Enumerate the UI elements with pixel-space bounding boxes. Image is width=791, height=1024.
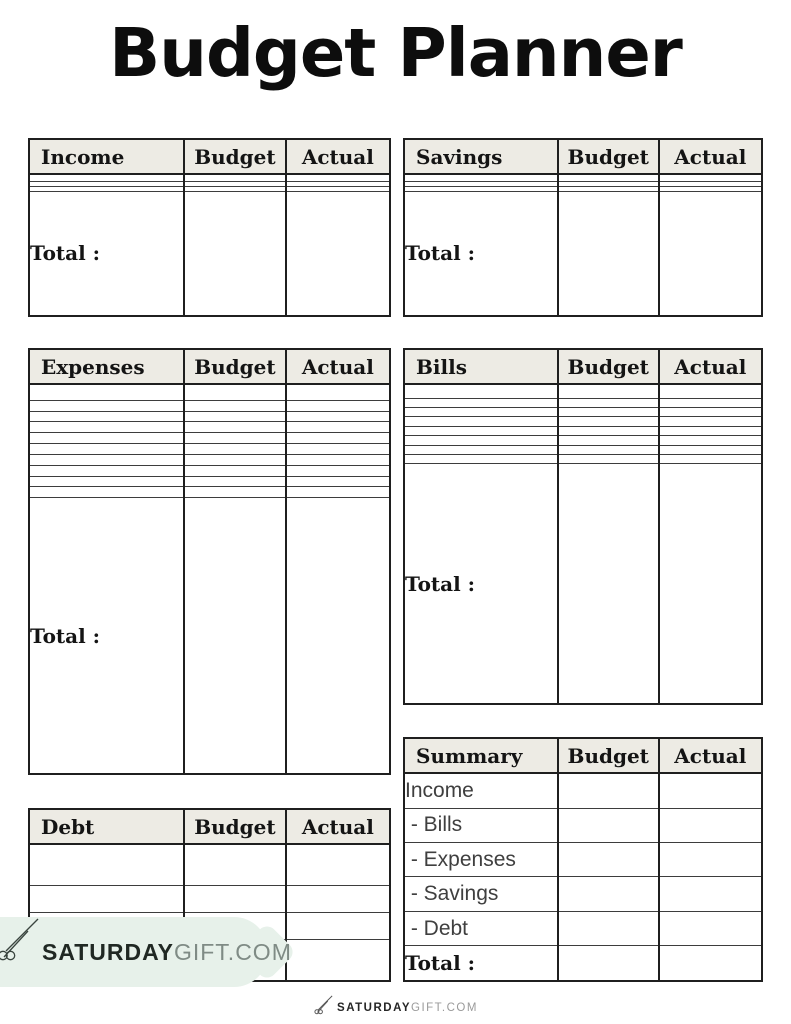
- value-cell: [286, 487, 390, 498]
- table-row: [29, 487, 390, 498]
- savings-table-container: [403, 138, 763, 317]
- footer-logo: [0, 995, 791, 1020]
- header-cell: Budget: [184, 139, 286, 174]
- value-cell: [286, 465, 390, 476]
- row-label-cell: [404, 455, 558, 464]
- summary-table-container: [403, 737, 763, 982]
- value-cell: [659, 843, 762, 877]
- value-cell: [558, 455, 659, 464]
- value-cell: [558, 877, 659, 911]
- row-label-cell: [29, 400, 184, 411]
- table-row: [404, 773, 762, 808]
- row-label-cell: [29, 174, 184, 181]
- table-row: [404, 877, 762, 911]
- header-cell: Income: [29, 139, 184, 174]
- value-cell: [286, 400, 390, 411]
- footer-text: [337, 1002, 478, 1014]
- value-cell: [659, 174, 762, 181]
- table-row: [404, 426, 762, 435]
- row-label-cell: [404, 384, 558, 398]
- scissors-icon: [313, 995, 333, 1020]
- footer-text-bold: SATURDAY: [337, 1001, 412, 1014]
- saturdaygift-watermark-badge: [0, 917, 292, 987]
- total-row: [29, 191, 390, 316]
- header-cell: Budget: [558, 349, 659, 384]
- watermark-text-bold: SATURDAY: [42, 938, 174, 965]
- value-cell: [659, 417, 762, 426]
- row-label-cell: [404, 417, 558, 426]
- total-label-cell: Total :: [404, 464, 558, 704]
- value-cell: [659, 808, 762, 842]
- table-row: [29, 844, 390, 885]
- row-label-cell: [29, 411, 184, 422]
- header-row: [404, 738, 762, 773]
- value-cell: [184, 844, 286, 885]
- header-row: [29, 349, 390, 384]
- value-cell: [286, 844, 390, 885]
- value-cell: [659, 384, 762, 398]
- header-cell: Budget: [184, 349, 286, 384]
- value-cell: [184, 465, 286, 476]
- value-cell: [659, 191, 762, 316]
- row-label-cell: [404, 398, 558, 407]
- value-cell: [184, 411, 286, 422]
- table-row: [29, 400, 390, 411]
- value-cell: [184, 191, 286, 316]
- row-label-cell: - Expenses: [404, 843, 558, 877]
- scissors-icon: [0, 917, 40, 968]
- value-cell: [286, 444, 390, 455]
- row-label-cell: [29, 422, 184, 433]
- header-cell: Actual: [286, 349, 390, 384]
- page-title: Budget Planner: [109, 14, 682, 92]
- header-row: [29, 139, 390, 174]
- row-label-cell: [404, 436, 558, 445]
- table-row: [29, 885, 390, 912]
- header-cell: Budget: [558, 738, 659, 773]
- table-row: [29, 433, 390, 444]
- value-cell: [184, 498, 286, 774]
- table-row: [29, 454, 390, 465]
- value-cell: [558, 408, 659, 417]
- value-cell: [659, 877, 762, 911]
- value-cell: [659, 946, 762, 981]
- row-label-cell: [404, 174, 558, 181]
- value-cell: [558, 436, 659, 445]
- value-cell: [184, 422, 286, 433]
- value-cell: [558, 191, 659, 316]
- table-row: [29, 465, 390, 476]
- table-row: [404, 408, 762, 417]
- table-row: [29, 174, 390, 181]
- row-label-cell: [29, 384, 184, 400]
- header-cell: Budget: [558, 139, 659, 174]
- total-row: [29, 498, 390, 774]
- table-row: [29, 411, 390, 422]
- value-cell: [558, 808, 659, 842]
- value-cell: [184, 384, 286, 400]
- total-row: [404, 464, 762, 704]
- value-cell: [659, 773, 762, 808]
- value-cell: [184, 487, 286, 498]
- row-label-cell: [29, 476, 184, 487]
- table-row: [29, 384, 390, 400]
- value-cell: [558, 464, 659, 704]
- table-row: [404, 843, 762, 877]
- table-row: [404, 911, 762, 945]
- row-label-cell: [404, 408, 558, 417]
- value-cell: [558, 426, 659, 435]
- table-row: [404, 455, 762, 464]
- total-label-cell: Total :: [404, 191, 558, 316]
- row-label-cell: [29, 433, 184, 444]
- value-cell: [558, 417, 659, 426]
- row-label-cell: - Savings: [404, 877, 558, 911]
- value-cell: [659, 911, 762, 945]
- value-cell: [659, 408, 762, 417]
- total-row: [404, 191, 762, 316]
- income-table-container: [28, 138, 391, 317]
- table-row: [404, 384, 762, 398]
- table-row: [404, 417, 762, 426]
- expenses-table-container: [28, 348, 391, 775]
- row-label-cell: [29, 465, 184, 476]
- value-cell: [659, 445, 762, 454]
- header-row: [404, 139, 762, 174]
- row-label-cell: [29, 844, 184, 885]
- table-row: [404, 174, 762, 181]
- value-cell: [558, 174, 659, 181]
- table-row: [404, 445, 762, 454]
- value-cell: [558, 445, 659, 454]
- header-cell: Bills: [404, 349, 558, 384]
- value-cell: [659, 398, 762, 407]
- value-cell: [558, 398, 659, 407]
- header-cell: Actual: [659, 349, 762, 384]
- value-cell: [286, 433, 390, 444]
- expenses-table: [28, 348, 391, 775]
- value-cell: [286, 476, 390, 487]
- header-row: [29, 809, 390, 844]
- total-label-cell: Total :: [404, 946, 558, 981]
- value-cell: [659, 464, 762, 704]
- value-cell: [659, 455, 762, 464]
- header-cell: Actual: [659, 738, 762, 773]
- income-table: [28, 138, 391, 317]
- footer-text-light: GIFT.COM: [411, 1001, 478, 1014]
- table-row: [404, 436, 762, 445]
- total-label-cell: Total :: [29, 498, 184, 774]
- value-cell: [558, 911, 659, 945]
- value-cell: [184, 400, 286, 411]
- value-cell: [184, 433, 286, 444]
- watermark-text: [42, 939, 292, 966]
- value-cell: [286, 885, 390, 912]
- value-cell: [286, 411, 390, 422]
- value-cell: [659, 426, 762, 435]
- bills-table-container: [403, 348, 763, 705]
- value-cell: [558, 843, 659, 877]
- value-cell: [558, 384, 659, 398]
- value-cell: [286, 174, 390, 181]
- row-label-cell: - Bills: [404, 808, 558, 842]
- table-row: [29, 422, 390, 433]
- savings-table: [403, 138, 763, 317]
- table-row: [404, 398, 762, 407]
- row-label-cell: - Debt: [404, 911, 558, 945]
- header-cell: Savings: [404, 139, 558, 174]
- value-cell: [286, 912, 390, 939]
- value-cell: [558, 946, 659, 981]
- watermark-text-light: GIFT.COM: [173, 938, 292, 965]
- row-label-cell: Income: [404, 773, 558, 808]
- row-label-cell: [404, 445, 558, 454]
- value-cell: [286, 191, 390, 316]
- value-cell: [286, 940, 390, 981]
- header-cell: Debt: [29, 809, 184, 844]
- value-cell: [659, 436, 762, 445]
- value-cell: [286, 384, 390, 400]
- value-cell: [558, 773, 659, 808]
- value-cell: [184, 476, 286, 487]
- table-row: [29, 476, 390, 487]
- header-cell: Budget: [184, 809, 286, 844]
- value-cell: [286, 422, 390, 433]
- row-label-cell: [29, 454, 184, 465]
- table-row: [404, 808, 762, 842]
- table-row: [29, 444, 390, 455]
- value-cell: [184, 454, 286, 465]
- header-cell: Expenses: [29, 349, 184, 384]
- total-row: [404, 946, 762, 981]
- header-row: [404, 349, 762, 384]
- header-cell: Summary: [404, 738, 558, 773]
- bills-table: [403, 348, 763, 705]
- value-cell: [184, 885, 286, 912]
- row-label-cell: [29, 487, 184, 498]
- value-cell: [184, 444, 286, 455]
- header-cell: Actual: [286, 139, 390, 174]
- header-cell: Actual: [286, 809, 390, 844]
- summary-table: [403, 737, 763, 982]
- value-cell: [286, 454, 390, 465]
- total-label-cell: Total :: [29, 191, 184, 316]
- row-label-cell: [404, 426, 558, 435]
- value-cell: [184, 174, 286, 181]
- row-label-cell: [29, 444, 184, 455]
- header-cell: Actual: [659, 139, 762, 174]
- row-label-cell: [29, 885, 184, 912]
- value-cell: [286, 498, 390, 774]
